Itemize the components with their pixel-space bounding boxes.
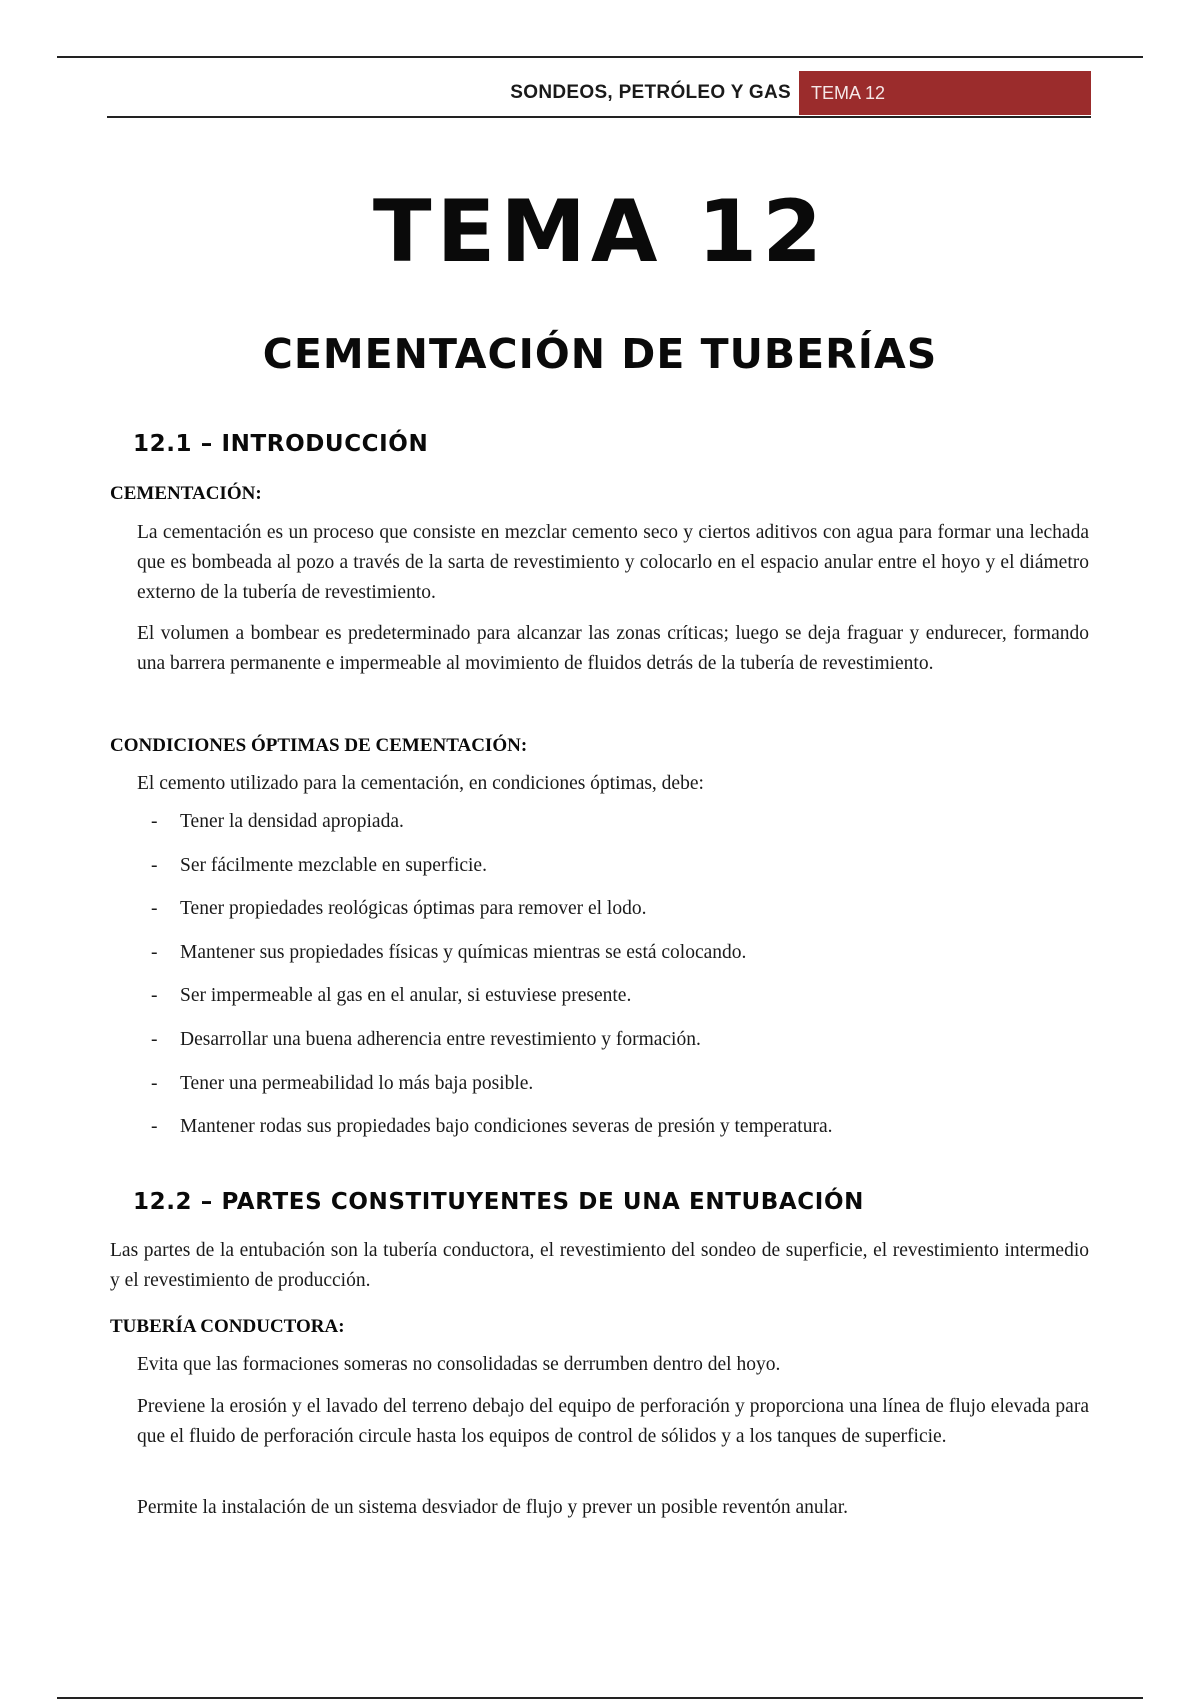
list-item [148, 1071, 1078, 1115]
section-heading-introduccion: 12.1 – INTRODUCCIÓN [133, 431, 429, 457]
bullet-dash: - [151, 811, 158, 832]
subheading-tuberia-conductora: TUBERÍA CONDUCTORA: [110, 1316, 345, 1337]
running-header [107, 70, 1091, 118]
page-subtitle: CEMENTACIÓN DE TUBERÍAS [262, 330, 938, 378]
page-title: TEMA 12 [372, 182, 828, 282]
bullet-dash: - [151, 898, 158, 920]
paragraph-conductora-3: Permite la instalación de un sistema desviador de flujo y prever un posible reventón anular. [137, 1497, 849, 1518]
list-item [148, 1027, 1078, 1071]
bullet-dash: - [151, 1116, 158, 1138]
bullet-dash: - [151, 854, 158, 876]
bullet-dash: - [151, 985, 158, 1007]
list-item-text: Tener una permeabilidad lo más baja posible. [180, 1072, 534, 1094]
list-item [148, 809, 1078, 853]
list-item-text: Ser fácilmente mezclable en superficie. [180, 854, 487, 876]
list-item [148, 1114, 1078, 1158]
list-item-text: Desarrollar una buena adherencia entre revestimiento y formación. [180, 1028, 701, 1050]
section-heading-partes: 12.2 – PARTES CONSTITUYENTES DE UNA ENTUBACIÓN [133, 1189, 864, 1215]
paragraph-conductora-2: Previene la erosión y el lavado del terreno debajo del equipo de perforación y proporciona una línea de flujo elevada para que el fluido de perforación circule hasta los equipos de control de sólidos y a los tanques de superficie. [137, 1396, 1089, 1447]
subheading-condiciones: CONDICIONES ÓPTIMAS DE CEMENTACIÓN: [110, 735, 528, 756]
condiciones-list [148, 809, 1078, 1158]
list-item-text: Tener la densidad apropiada. [180, 811, 404, 832]
header-tema-tab: TEMA 12 [799, 71, 1091, 115]
paragraph-condiciones-intro: El cemento utilizado para la cementación, en condiciones óptimas, debe: [137, 773, 704, 794]
bullet-dash: - [151, 1028, 158, 1050]
header-subject: SONDEOS, PETRÓLEO Y GAS [510, 82, 791, 103]
paragraph-conductora-1: Evita que las formaciones someras no consolidadas se derrumben dentro del hoyo. [137, 1354, 781, 1375]
bullet-dash: - [151, 941, 158, 963]
paragraph-partes-intro: Las partes de la entubación son la tubería conductora, el revestimiento del sondeo de superficie, el revestimiento intermedio y el revestimiento de producción. [110, 1240, 1089, 1291]
list-item [148, 896, 1078, 940]
list-item [148, 983, 1078, 1027]
list-item-text: Mantener rodas sus propiedades bajo condiciones severas de presión y temperatura. [180, 1116, 833, 1138]
paragraph-cementacion-1: La cementación es un proceso que consiste en mezclar cemento seco y ciertos aditivos con agua para formar una lechada que es bombeada al pozo a través de la sarta de revestimiento y colocarlo en el espacio anular entre el hoyo y el diámetro externo de la tubería de revestimiento. [137, 522, 1089, 603]
top-rule [57, 56, 1143, 58]
list-item-text: Tener propiedades reológicas óptimas para remover el lodo. [180, 898, 647, 920]
list-item [148, 853, 1078, 897]
bullet-dash: - [151, 1072, 158, 1094]
list-item-text: Mantener sus propiedades físicas y químicas mientras se está colocando. [180, 941, 747, 963]
subheading-cementacion: CEMENTACIÓN: [110, 483, 262, 504]
bottom-rule [57, 1697, 1143, 1699]
paragraph-cementacion-2: El volumen a bombear es predeterminado para alcanzar las zonas críticas; luego se deja fraguar y endurecer, formando una barrera permanente e impermeable al movimiento de fluidos detrás de la tubería de revestimiento. [137, 623, 1089, 674]
list-item-text: Ser impermeable al gas en el anular, si estuviese presente. [180, 985, 632, 1007]
list-item [148, 940, 1078, 984]
